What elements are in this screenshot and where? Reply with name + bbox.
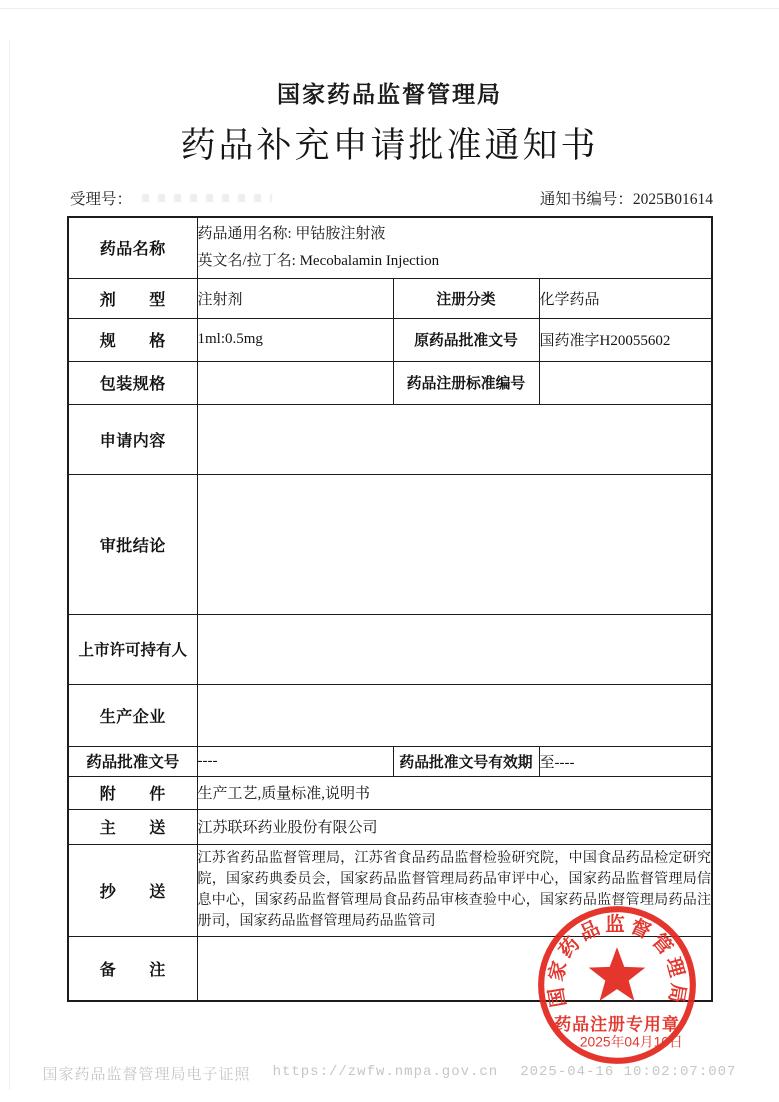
english-name-value: Mecobalamin Injection bbox=[299, 252, 440, 269]
table-row-approval-number bbox=[68, 746, 712, 776]
attachments-value: 生产工艺,质量标准,说明书 bbox=[197, 776, 712, 809]
table-row-license-holder bbox=[68, 614, 712, 684]
registration-class-value: 化学药品 bbox=[539, 278, 712, 318]
license-holder-value bbox=[197, 614, 712, 684]
notice-number-value: 2025B01614 bbox=[632, 191, 713, 208]
drug-name-cell bbox=[197, 217, 712, 278]
cc-recipients-value: 江苏省药品监督管理局，江苏省食品药品监督检验研究院，中国食品药品检定研究院，国家药典委员会，国家药品监督管理局药品审评中心，国家药品监督管理局信息中心，国家药品监督管理局食品药品审核查验中心，国家药品监督管理局药品注册司，国家药品监督管理局药品监管司 bbox=[197, 844, 712, 936]
generic-name-label: 药品通用名称: bbox=[197, 225, 292, 242]
row-label-application-content: 申请内容 bbox=[68, 404, 197, 474]
specification-value: 1ml:0.5mg bbox=[197, 318, 393, 361]
original-approval-no-value: 国药准字H20055602 bbox=[539, 318, 712, 361]
row-label-specification: 规 格 bbox=[68, 318, 197, 361]
generic-name-line bbox=[198, 221, 712, 248]
meta-row bbox=[70, 187, 713, 209]
approval-conclusion-value bbox=[197, 474, 712, 614]
acceptance-number-redacted-value bbox=[142, 194, 272, 202]
approval-validity-value: 至---- bbox=[539, 746, 712, 776]
scan-edge-left bbox=[9, 40, 10, 1090]
acceptance-number bbox=[70, 187, 272, 209]
license-timestamp: 2025-04-16 10:02:07:007 bbox=[520, 1064, 737, 1080]
table-row-dosage-form bbox=[68, 278, 712, 318]
english-name-label: 英文名/拉丁名: bbox=[197, 252, 296, 269]
seal-type-text: 药品注册专用章 bbox=[554, 1015, 680, 1035]
acceptance-number-label: 受理号： bbox=[70, 191, 133, 208]
table-row-attachments bbox=[68, 776, 712, 809]
table-row-drug-name bbox=[68, 217, 712, 278]
application-content-value bbox=[197, 404, 712, 474]
document-table bbox=[67, 216, 713, 1002]
row-label-attachments: 附 件 bbox=[68, 776, 197, 809]
row-label-main-recipient: 主 送 bbox=[68, 809, 197, 844]
table-row-application-content bbox=[68, 404, 712, 474]
english-name-line bbox=[198, 248, 712, 275]
scan-edge-top bbox=[0, 8, 779, 9]
row-label-approval-number: 药品批准文号 bbox=[68, 746, 197, 776]
row-label-license-holder: 上市许可持有人 bbox=[68, 614, 197, 684]
row-label-manufacturer: 生产企业 bbox=[68, 684, 197, 746]
notice-number bbox=[540, 187, 713, 209]
row-label-approval-conclusion: 审批结论 bbox=[68, 474, 197, 614]
row-label-package-spec: 包装规格 bbox=[68, 361, 197, 404]
license-url: https://zwfw.nmpa.gov.cn bbox=[272, 1064, 499, 1080]
seal-date: 2025年04月10日 bbox=[579, 1033, 683, 1050]
document-title: 药品补充申请批准通知书 bbox=[180, 126, 599, 165]
table-row-manufacturer bbox=[68, 684, 712, 746]
row-label-approval-validity: 药品批准文号有效期 bbox=[393, 746, 539, 776]
electronic-license-footer bbox=[0, 1063, 779, 1084]
dosage-form-value: 注射剂 bbox=[197, 278, 393, 318]
generic-name-value: 甲钴胺注射液 bbox=[295, 225, 386, 242]
table-row-specification bbox=[68, 318, 712, 361]
row-label-registration-standard-no: 药品注册标准编号 bbox=[393, 361, 539, 404]
notice-number-label: 通知书编号： bbox=[539, 191, 633, 208]
electronic-license-label: 国家药品监督管理局电子证照 bbox=[42, 1067, 251, 1083]
row-label-cc-recipients: 抄 送 bbox=[68, 844, 197, 936]
approval-number-value: ---- bbox=[197, 746, 393, 776]
row-label-drug-name: 药品名称 bbox=[68, 217, 197, 278]
table-row-approval-conclusion bbox=[68, 474, 712, 614]
row-label-remarks: 备 注 bbox=[68, 936, 197, 1001]
row-label-registration-class: 注册分类 bbox=[393, 278, 539, 318]
table-row-package-spec bbox=[68, 361, 712, 404]
table-row-main-recipient bbox=[68, 809, 712, 844]
row-label-dosage-form: 剂 型 bbox=[68, 278, 197, 318]
seal-ring-text: 国家药品监督管理局 bbox=[544, 913, 690, 1009]
row-label-original-approval-no: 原药品批准文号 bbox=[393, 318, 539, 361]
registration-standard-no-value bbox=[539, 361, 712, 404]
manufacturer-value bbox=[197, 684, 712, 746]
package-spec-value bbox=[197, 361, 393, 404]
remarks-value bbox=[197, 936, 712, 1001]
table-row-cc-recipients bbox=[68, 844, 712, 936]
main-recipient-value: 江苏联环药业股份有限公司 bbox=[197, 809, 712, 844]
table-row-remarks bbox=[68, 936, 712, 1001]
agency-name: 国家药品监督管理局 bbox=[277, 81, 502, 107]
